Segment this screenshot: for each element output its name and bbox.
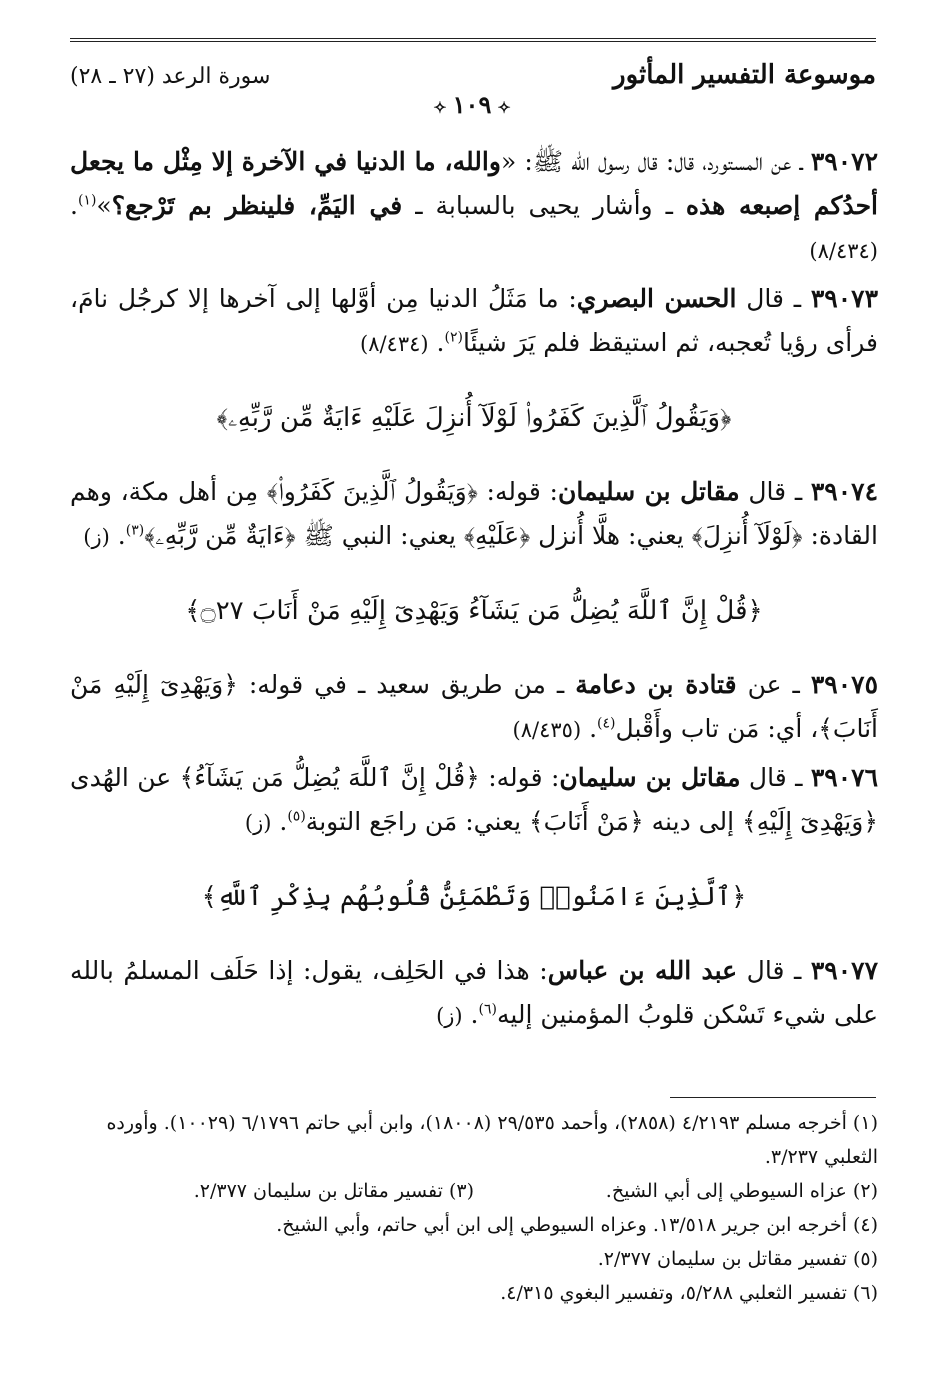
entry-text: ـ قال [737,956,811,985]
footnote-marker[interactable]: (٣) [125,522,145,539]
entry-39072: ٣٩٠٧٢ ـ عن المستورد، قال: قال رسول الله ﷺ: «والله، ما الدنيا في الآخرة إلا مِثْل ما يجعل أحدُكم إصبعه هذه ـ وأشار يحيى بالسبابة ـ في اليَمِّ، فلينظر بم تَرْجع؟»$^{(١)}$. (٨/٤٣٤) [70,147,878,263]
narrator-name: عبد الله بن عباس [547,956,738,985]
page-number [0,90,944,119]
footnote-marker[interactable]: (٤) [597,715,616,732]
entry-text: : ما مَثَلُ الدنيا مِن أوَّلها إلى آخرها إلا كرجُل نامَ، فرأى رؤيا تُعجبه، ثم استيقظ فلم يَرَ شيئًا [70,284,878,357]
ornament-icon: ✧ [433,98,447,117]
source-reference: (ز) [83,525,110,549]
footnote-1: (١) أخرجه مسلم ٤/٢١٩٣ (٢٨٥٨)، وأحمد ٢٩/٥٣٥ (١٨٠٠٨)، وابن أبي حاتم ٦/١٧٩٦ (١٠٠٢٩). وأورده الثعلبي ٣/٢٣٧. [106,1112,878,1168]
entry-text: » [96,191,112,220]
entry-number: ٣٩٠٧٣ [810,284,878,313]
narrator-name: الحسن البصري [576,284,737,313]
surah-range: سورة الرعد (٢٧ ـ ٢٨) [70,64,271,89]
entry-text: ـ قال [736,284,811,313]
source-reference: (ز) [436,1004,463,1028]
entry-text: ـ من طريق سعيد ـ في قوله: ﴿وَيَهْدِىٓ إِلَيْهِ مَنْ أَنَابَ﴾، أي: مَن تاب وأَقْبل [70,670,878,743]
footnote-row [70,1174,878,1208]
book-title: موسوعة التفسير المأثور [613,60,876,90]
footnote-marker[interactable]: (١) [77,192,97,209]
quran-verse-heading: ﴿ٱلَّذِينَ ءَامَنُوا۟ وَتَطْمَئِنُّ قُلُوبُهُم بِذِكْرِ ٱللَّهِ﴾ [201,882,747,912]
footnote-2: (٢) عزاه السيوطي إلى أبي الشيخ. [605,1180,878,1202]
ornament-icon: ✧ [497,98,511,117]
footnote-rule [670,1097,876,1098]
source-reference: (٨/٤٣٤) [809,239,878,263]
entry-text: ـ قال [739,477,811,506]
entry-39073: ٣٩٠٧٣ ـ قال الحسن البصري: ما مَثَلُ الدنيا مِن أوَّلها إلى آخرها إلا كرجُل نامَ، فرأى رؤيا تُعجبه، ثم استيقظ فلم يَرَ شيئًا$^{(٢)}$. (٨/٤٣٤) [70,284,878,357]
header-rule-double [70,41,876,42]
entry-text: ـ عن المستورد، قال: قال رسول الله ﷺ: « [500,147,811,176]
entry-39077: ٣٩٠٧٧ ـ قال عبد الله بن عباس: هذا في الحَلِف، يقول: إذا حَلَف المسلمُ بالله على شيء تَسْكن قلوبُ المؤمنين إليه$^{(٦)}$. (ز) [70,956,878,1029]
entry-text: : قوله: ﴿قُلْ إِنَّ ٱللَّهَ يُضِلُّ مَن يَشَآءُ﴾ عن الهُدى ﴿وَيَهْدِىٓ إِلَيْهِ﴾ إلى دينه ﴿مَنْ أَنَابَ﴾ يعني: مَن راجَع التوبة [70,763,878,836]
entry-number: ٣٩٠٧٧ [810,956,878,985]
entry-text: ـ عن [736,670,811,699]
entry-text: : هذا في الحَلِف، يقول: إذا حَلَف المسلمُ بالله على شيء تَسْكن قلوبُ المؤمنين إليه [70,956,878,1029]
footnote-marker[interactable]: (٢) [444,329,463,346]
footnote-marker[interactable]: (٥) [287,808,306,825]
source-reference: (٨/٤٣٤) [360,332,429,356]
entry-number: ٣٩٠٧٢ [810,147,878,176]
hadith-text: في اليَمِّ، فلينظر بم تَرْجع؟ [111,191,403,220]
entry-39075: ٣٩٠٧٥ ـ عن قتادة بن دعامة ـ من طريق سعيد ـ في قوله: ﴿وَيَهْدِىٓ إِلَيْهِ مَنْ أَنَابَ﴾، أي: مَن تاب وأَقْبل$^{(٤)}$. (٨/٤٣٥) [70,670,878,743]
footnote-6: (٦) تفسير الثعلبي ٥/٢٨٨، وتفسير البغوي ٤/٣١٥. [500,1282,878,1304]
hadith-text: والله، ما الدنيا في الآخرة إلا مِثْل ما يجعل أحدُكم إصبعه هذه [70,147,878,220]
entry-39074: ٣٩٠٧٤ ـ قال مقاتل بن سليمان: قوله: ﴿وَيَقُولُ ٱلَّذِينَ كَفَرُوا۟﴾ مِن أهل مكة، وهم القادة: ﴿لَوْلَآ أُنزِلَ﴾ يعني: هلَّا أُنزل ﴿عَلَيْهِ﴾ يعني: النبي ﷺ ﴿ءَايَةٌ مِّن رَّبِّهِۦ﴾$^{(٣)}$. (ز) [70,477,878,550]
footnote-4: (٤) أخرجه ابن جرير ١٣/٥١٨. وعزاه السيوطي إلى ابن أبي حاتم، وأبي الشيخ. [276,1214,878,1236]
narrator-name: قتادة بن دعامة [575,670,737,699]
page-number-text: ١٠٩ [452,90,492,119]
entry-number: ٣٩٠٧٤ [810,477,878,506]
narrator-name: مقاتل بن سليمان [559,763,741,792]
footnotes [70,1106,878,1310]
source-reference: (٨/٤٣٥) [512,718,582,742]
narrator-name: مقاتل بن سليمان [557,477,740,506]
source-reference: (ز) [244,811,272,835]
footnote-marker[interactable]: (٦) [478,1001,497,1018]
footnote-5: (٥) تفسير مقاتل بن سليمان ٢/٣٧٧. [597,1248,878,1270]
footnote-3: (٣) تفسير مقاتل بن سليمان ٢/٣٧٧. [193,1180,474,1202]
main-text [70,140,878,1042]
entry-text: : قوله: ﴿وَيَقُولُ ٱلَّذِينَ كَفَرُوا۟﴾ مِن أهل مكة، وهم القادة: ﴿لَوْلَآ أُنزِلَ﴾ يعني: هلَّا أُنزل ﴿عَلَيْهِ﴾ يعني: النبي ﷺ ﴿ءَايَةٌ مِّن رَّبِّهِۦ﴾ [70,477,878,550]
header-rule [70,38,876,39]
entry-39076: ٣٩٠٧٦ ـ قال مقاتل بن سليمان: قوله: ﴿قُلْ إِنَّ ٱللَّهَ يُضِلُّ مَن يَشَآءُ﴾ عن الهُدى ﴿وَيَهْدِىٓ إِلَيْهِ﴾ إلى دينه ﴿مَنْ أَنَابَ﴾ يعني: مَن راجَع التوبة$^{(٥)}$. (ز) [70,763,878,836]
quran-verse-heading: ﴿قُلْ إِنَّ ٱللَّهَ يُضِلُّ مَن يَشَآءُ وَيَهْدِىٓ إِلَيْهِ مَنْ أَنَابَ ۝٢٧﴾ [185,596,763,626]
entry-number: ٣٩٠٧٥ [810,670,878,699]
entry-text: ـ وأشار يحيى بالسبابة ـ [402,191,686,220]
quran-verse-heading: ﴿وَيَقُولُ ٱلَّذِينَ كَفَرُوا۟ لَوْلَآ أُنزِلَ عَلَيْهِ ءَايَةٌ مِّن رَّبِّهِۦ﴾ [216,403,732,433]
entry-number: ٣٩٠٧٦ [810,763,878,792]
entry-text: ـ قال [740,763,811,792]
